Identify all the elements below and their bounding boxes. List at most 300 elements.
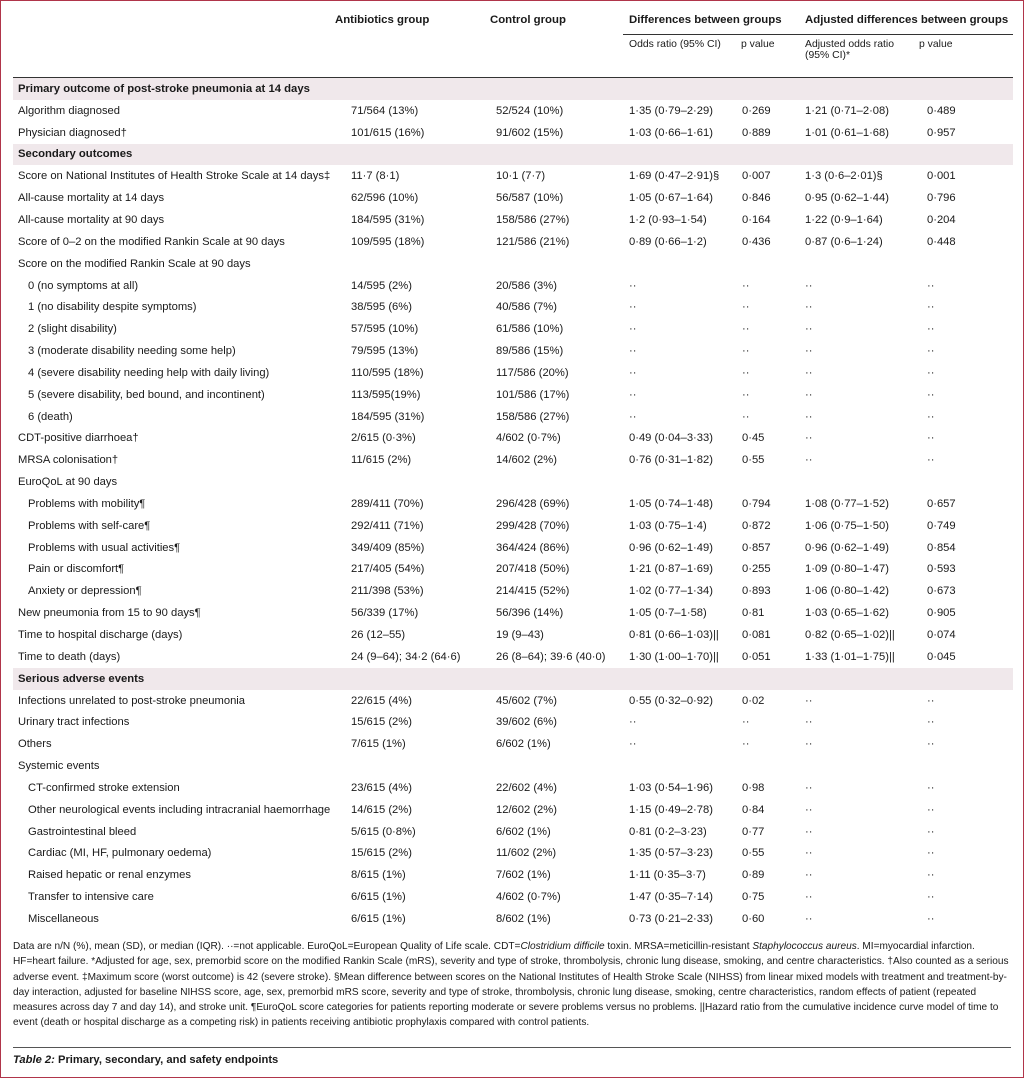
table-row — [13, 755, 1013, 777]
table-row — [13, 165, 1013, 187]
antibiotics-cell — [333, 253, 472, 275]
adjusted-p-value-cell: ·· — [927, 388, 935, 401]
table-footnotes: Data are n/N (%), mean (SD), or median (IQR). ··=not applicable. EuroQoL=European Quality of Life scale. CDT=Clostridium difficile toxin. MRSA=meticillin-resistant Staphylococcus aureus. MI=myocardial infarction. HF=heart failure. *Adjusted for age, sex, premorbid score on the modified Rankin Scale (mRS), severity and type of stroke, thrombolysis, chronic lung disease, smoking, and centre characteristics. †Also counted as a serious adverse event. ‡Maximum score (worst outcome) is 42 (severe stroke). §Mean difference between scores on the National Institutes of Health Stroke Scale (NIHSS) from linear mixed models with treatment and treatment-by-day interaction, adjusted for baseline NIHSS score, age, sex, premorbid mRS score, severity and type of stroke, thrombolysis, chronic lung disease, smoking, centre characteristics, random effects of patient (repeated measures across day 7 and day 14), and stroke unit. ¶EuroQoL score categories for patients reporting moderate or severe problems versus no problems. ||Hazard ratio from the cumulative incidence curve model of time to event (death or hospital discharge as a competing risk) in patients receiving antibiotic prophylaxis compared with control patients. — [13, 941, 1009, 1029]
odds-ratio-cell: 0·73 (0·21–2·33) — [629, 912, 713, 925]
row-label: Physician diagnosed† — [18, 126, 127, 139]
adjusted-p-value-cell: ·· — [927, 803, 935, 816]
table-row — [13, 318, 1013, 340]
odds-ratio-cell: 1·05 (0·74–1·48) — [629, 497, 713, 510]
adjusted-odds-ratio-cell: 1·08 (0·77–1·52) — [805, 497, 889, 510]
odds-ratio-cell: 1·35 (0·57–3·23) — [629, 847, 713, 860]
adjusted-odds-ratio-cell: ·· — [805, 781, 813, 794]
antibiotics-cell: 38/595 (6%) — [351, 301, 412, 314]
table-row — [13, 799, 1013, 821]
adjusted-odds-ratio-cell: ·· — [805, 738, 813, 751]
row-label: Algorithm diagnosed — [18, 104, 120, 117]
row-label: All-cause mortality at 90 days — [18, 213, 165, 226]
row-label: Gastrointestinal bleed — [28, 825, 137, 838]
row-label: Anxiety or depression¶ — [28, 585, 142, 598]
control-cell: 10·1 (7·7) — [496, 170, 546, 183]
adjusted-odds-ratio-cell: ·· — [805, 410, 813, 423]
adjusted-p-value-cell: 0·001 — [927, 170, 956, 183]
section-header-adverse — [13, 668, 1013, 690]
adjusted-p-value-cell: ·· — [927, 825, 935, 838]
col-header-control: Control group — [490, 14, 566, 27]
control-cell: 4/602 (0·7%) — [496, 891, 561, 904]
control-cell: 4/602 (0·7%) — [496, 432, 561, 445]
antibiotics-cell: 217/405 (54%) — [351, 563, 425, 576]
row-label: Cardiac (MI, HF, pulmonary oedema) — [28, 847, 212, 860]
adjusted-p-value-cell: ·· — [927, 279, 935, 292]
p-value-cell: 0·81 — [742, 607, 765, 620]
row-label: EuroQoL at 90 days — [18, 476, 118, 489]
p-value-cell: ·· — [742, 716, 750, 729]
caption-text: Primary, secondary, and safety endpoints — [54, 1054, 279, 1066]
odds-ratio-cell: 0·96 (0·62–1·49) — [629, 541, 713, 554]
odds-ratio-cell: ·· — [629, 366, 637, 379]
antibiotics-cell: 6/615 (1%) — [351, 912, 406, 925]
table-row — [13, 340, 1013, 362]
p-value-cell: 0·255 — [742, 563, 771, 576]
odds-ratio-cell: 1·03 (0·66–1·61) — [629, 126, 713, 139]
p-value-cell: 0·051 — [742, 650, 771, 663]
adjusted-p-value-cell: 0·204 — [927, 213, 956, 226]
row-label: Other neurological events including intracranial haemorrhage — [28, 803, 331, 816]
adjusted-p-value-cell: 0·074 — [927, 629, 956, 642]
table-row — [13, 690, 1013, 712]
table-row — [13, 537, 1013, 559]
odds-ratio-cell: 1·05 (0·67–1·64) — [629, 192, 713, 205]
antibiotics-cell: 7/615 (1%) — [351, 738, 406, 751]
table-row — [13, 275, 1013, 297]
adjusted-odds-ratio-cell: 0·82 (0·65–1·02)|| — [805, 629, 895, 642]
antibiotics-cell: 5/615 (0·8%) — [351, 825, 416, 838]
odds-ratio-cell — [623, 755, 741, 777]
table-row — [13, 231, 1013, 253]
adjusted-p-value-cell: 0·657 — [927, 497, 956, 510]
adjusted-p-value-cell: ·· — [927, 366, 935, 379]
odds-ratio-cell: 1·2 (0·93–1·54) — [629, 213, 707, 226]
odds-ratio-cell: 1·11 (0·35–3·7) — [629, 869, 706, 882]
table-row — [13, 362, 1013, 384]
p-value-cell: 0·872 — [742, 519, 771, 532]
col-header-adjusted-differences: Adjusted differences between groups — [801, 6, 1013, 35]
adjusted-odds-ratio-cell: ·· — [805, 847, 813, 860]
table-row — [13, 886, 1013, 908]
odds-ratio-cell: ·· — [629, 716, 637, 729]
adjusted-p-value-cell: ·· — [927, 738, 935, 751]
adjusted-p-value-cell: 0·045 — [927, 650, 956, 663]
adjusted-odds-ratio-cell: 1·09 (0·80–1·47) — [805, 563, 889, 576]
adjusted-odds-ratio-cell: ·· — [805, 345, 813, 358]
adjusted-p-value-cell: ·· — [927, 694, 935, 707]
control-cell — [472, 755, 623, 777]
col-header-odds-ratio: Odds ratio (95% CI) — [623, 35, 741, 78]
control-cell: 158/586 (27%) — [496, 410, 570, 423]
table-row — [13, 406, 1013, 428]
row-label: Score on the modified Rankin Scale at 90 days — [18, 257, 251, 270]
row-label: Problems with mobility¶ — [28, 497, 146, 510]
adjusted-odds-ratio-cell: ·· — [805, 279, 813, 292]
control-cell: 14/602 (2%) — [496, 454, 557, 467]
p-value-cell: 0·436 — [742, 235, 771, 248]
col-header-adjusted-p-value: p value — [919, 35, 1013, 78]
antibiotics-cell: 292/411 (71%) — [351, 519, 424, 532]
antibiotics-cell: 101/615 (16%) — [351, 126, 425, 139]
adjusted-odds-ratio-cell: ·· — [805, 891, 813, 904]
row-label: New pneumonia from 15 to 90 days¶ — [18, 607, 201, 620]
control-cell: 19 (9–43) — [496, 629, 544, 642]
odds-ratio-cell: ·· — [629, 345, 637, 358]
adjusted-odds-ratio-cell: 1·3 (0·6–2·01)§ — [805, 170, 883, 183]
row-label: CT-confirmed stroke extension — [28, 781, 180, 794]
p-value-cell: ·· — [742, 366, 750, 379]
p-value-cell: 0·846 — [742, 192, 771, 205]
table-row — [13, 384, 1013, 406]
p-value-cell: 0·164 — [742, 213, 771, 226]
adjusted-p-value-cell: 0·905 — [927, 607, 956, 620]
adjusted-p-value-cell: ·· — [927, 345, 935, 358]
section-title: Primary outcome of post-stroke pneumonia at 14 days — [13, 78, 1013, 100]
odds-ratio-cell: ·· — [629, 301, 637, 314]
table-row — [13, 733, 1013, 755]
subheader-row — [13, 35, 1013, 78]
row-label: 1 (no disability despite symptoms) — [28, 301, 197, 314]
table-row — [13, 843, 1013, 865]
odds-ratio-cell — [623, 253, 741, 275]
odds-ratio-cell: 1·03 (0·75–1·4) — [629, 519, 707, 532]
caption-label: Table 2: — [13, 1054, 55, 1066]
adjusted-p-value-cell: ·· — [927, 912, 935, 925]
adjusted-odds-ratio-cell: 0·96 (0·62–1·49) — [805, 541, 889, 554]
odds-ratio-cell: 0·55 (0·32–0·92) — [629, 694, 713, 707]
table-row — [13, 559, 1013, 581]
antibiotics-cell: 62/596 (10%) — [351, 192, 419, 205]
p-value-cell: 0·889 — [742, 126, 771, 139]
adjusted-odds-ratio-cell: ·· — [805, 912, 813, 925]
adjusted-p-value-cell: ·· — [927, 301, 935, 314]
row-label: 0 (no symptoms at all) — [28, 279, 139, 292]
table-row — [13, 493, 1013, 515]
p-value-cell: ·· — [742, 410, 750, 423]
antibiotics-cell: 8/615 (1%) — [351, 869, 406, 882]
odds-ratio-cell: 0·81 (0·66–1·03)|| — [629, 629, 719, 642]
row-label: Transfer to intensive care — [28, 891, 154, 904]
odds-ratio-cell: 1·03 (0·54–1·96) — [629, 781, 713, 794]
table-row — [13, 471, 1013, 493]
antibiotics-cell: 26 (12–55) — [351, 629, 406, 642]
row-label: 2 (slight disability) — [28, 323, 117, 336]
adjusted-odds-ratio-cell: 1·21 (0·71–2·08) — [805, 104, 889, 117]
antibiotics-cell: 71/564 (13%) — [351, 104, 419, 117]
control-cell: 117/586 (20%) — [496, 366, 569, 379]
adjusted-odds-ratio-cell: 1·22 (0·9–1·64) — [805, 213, 883, 226]
row-label: Pain or discomfort¶ — [28, 563, 125, 576]
adjusted-p-value-cell — [919, 253, 1013, 275]
table-row — [13, 209, 1013, 231]
p-value-cell: 0·794 — [742, 497, 771, 510]
row-label: Systemic events — [18, 760, 100, 773]
p-value-cell: 0·84 — [742, 803, 765, 816]
row-label: Urinary tract infections — [18, 716, 130, 729]
p-value-cell: ·· — [742, 345, 750, 358]
control-cell: 91/602 (15%) — [496, 126, 564, 139]
adjusted-odds-ratio-cell: ·· — [805, 803, 813, 816]
adjusted-p-value-cell: 0·448 — [927, 235, 956, 248]
p-value-cell: ·· — [742, 279, 750, 292]
p-value-cell — [741, 471, 801, 493]
control-cell: 299/428 (70%) — [496, 519, 570, 532]
adjusted-odds-ratio-cell: 0·87 (0·6–1·24) — [805, 235, 883, 248]
table-caption — [13, 1054, 1011, 1066]
adjusted-odds-ratio-cell: 0·95 (0·62–1·44) — [805, 192, 889, 205]
adjusted-p-value-cell: ·· — [927, 781, 935, 794]
table-row — [13, 187, 1013, 209]
adjusted-p-value-cell: ·· — [927, 891, 935, 904]
control-cell: 45/602 (7%) — [496, 694, 557, 707]
adjusted-p-value-cell: 0·593 — [927, 563, 956, 576]
adjusted-odds-ratio-cell: ·· — [805, 716, 813, 729]
odds-ratio-cell: ·· — [629, 738, 637, 751]
row-label: 5 (severe disability, bed bound, and incontinent) — [28, 388, 265, 401]
adjusted-odds-ratio-cell: 1·03 (0·65–1·62) — [805, 607, 889, 620]
antibiotics-cell: 11·7 (8·1) — [351, 170, 400, 183]
adjusted-odds-ratio-cell: 1·01 (0·61–1·68) — [805, 126, 889, 139]
adjusted-p-value-cell: 0·854 — [927, 541, 956, 554]
table-row — [13, 864, 1013, 886]
control-cell: 207/418 (50%) — [496, 563, 570, 576]
antibiotics-cell: 113/595(19%) — [351, 388, 421, 401]
antibiotics-cell: 15/615 (2%) — [351, 716, 412, 729]
row-label: CDT-positive diarrhoea† — [18, 432, 139, 445]
row-label: Problems with usual activities¶ — [28, 541, 181, 554]
p-value-cell: 0·75 — [742, 891, 765, 904]
row-label: Raised hepatic or renal enzymes — [28, 869, 191, 882]
control-cell: 158/586 (27%) — [496, 213, 570, 226]
control-cell: 364/424 (86%) — [496, 541, 570, 554]
control-cell: 121/586 (21%) — [496, 235, 570, 248]
table-row — [13, 624, 1013, 646]
control-cell: 39/602 (6%) — [496, 716, 557, 729]
control-cell: 7/602 (1%) — [496, 869, 551, 882]
adjusted-p-value-cell: 0·489 — [927, 104, 956, 117]
row-label: Time to hospital discharge (days) — [18, 629, 183, 642]
control-cell: 296/428 (69%) — [496, 497, 570, 510]
p-value-cell — [741, 253, 801, 275]
antibiotics-cell: 6/615 (1%) — [351, 891, 406, 904]
p-value-cell: 0·02 — [742, 694, 765, 707]
antibiotics-cell: 11/615 (2%) — [351, 454, 412, 467]
control-cell: 56/396 (14%) — [496, 607, 564, 620]
row-label: All-cause mortality at 14 days — [18, 192, 165, 205]
row-label: Time to death (days) — [18, 650, 121, 663]
adjusted-odds-ratio-cell: ·· — [805, 694, 813, 707]
odds-ratio-cell: 0·89 (0·66–1·2) — [629, 235, 707, 248]
p-value-cell: 0·007 — [742, 170, 771, 183]
antibiotics-cell: 24 (9–64); 34·2 (64·6) — [351, 650, 461, 663]
antibiotics-cell: 57/595 (10%) — [351, 323, 419, 336]
odds-ratio-cell: 1·30 (1·00–1·70)|| — [629, 650, 719, 663]
p-value-cell: ·· — [742, 388, 750, 401]
table-row — [13, 580, 1013, 602]
odds-ratio-cell: 0·81 (0·2–3·23) — [629, 825, 707, 838]
control-cell: 56/587 (10%) — [496, 192, 564, 205]
col-header-differences: Differences between groups — [623, 6, 801, 35]
adjusted-p-value-cell: ·· — [927, 847, 935, 860]
adjusted-p-value-cell: ·· — [927, 869, 935, 882]
section-header-primary — [13, 78, 1013, 100]
odds-ratio-cell: 1·47 (0·35–7·14) — [629, 891, 713, 904]
odds-ratio-cell: ·· — [629, 279, 637, 292]
antibiotics-cell: 349/409 (85%) — [351, 541, 425, 554]
row-label: Infections unrelated to post-stroke pneumonia — [18, 694, 245, 707]
control-cell: 20/586 (3%) — [496, 279, 557, 292]
adjusted-p-value-cell: 0·796 — [927, 192, 956, 205]
odds-ratio-cell: 1·02 (0·77–1·34) — [629, 585, 713, 598]
row-label: Miscellaneous — [28, 912, 99, 925]
antibiotics-cell: 15/615 (2%) — [351, 847, 412, 860]
table-row — [13, 122, 1013, 144]
antibiotics-cell: 110/595 (18%) — [351, 366, 424, 379]
odds-ratio-cell — [623, 471, 741, 493]
adjusted-p-value-cell: 0·957 — [927, 126, 956, 139]
adjusted-odds-ratio-cell: ·· — [805, 323, 813, 336]
row-label: Score on National Institutes of Health Stroke Scale at 14 days‡ — [18, 170, 331, 183]
p-value-cell: 0·081 — [742, 629, 771, 642]
control-cell: 61/586 (10%) — [496, 323, 564, 336]
table-row — [13, 777, 1013, 799]
control-cell: 89/586 (15%) — [496, 345, 564, 358]
table-row — [13, 711, 1013, 733]
p-value-cell: 0·45 — [742, 432, 765, 445]
p-value-cell: 0·60 — [742, 912, 765, 925]
row-label: Others — [18, 738, 52, 751]
antibiotics-cell: 211/398 (53%) — [351, 585, 424, 598]
table-row — [13, 908, 1013, 930]
control-cell: 12/602 (2%) — [496, 803, 557, 816]
antibiotics-cell: 184/595 (31%) — [351, 213, 425, 226]
antibiotics-cell: 109/595 (18%) — [351, 235, 425, 248]
control-cell: 214/415 (52%) — [496, 585, 570, 598]
row-label: MRSA colonisation† — [18, 454, 119, 467]
odds-ratio-cell: ·· — [629, 388, 637, 401]
odds-ratio-cell: 1·69 (0·47–2·91)§ — [629, 170, 720, 183]
adjusted-p-value-cell: ·· — [927, 454, 935, 467]
antibiotics-cell — [333, 755, 472, 777]
antibiotics-cell: 79/595 (13%) — [351, 345, 419, 358]
adjusted-p-value-cell: ·· — [927, 432, 935, 445]
p-value-cell: 0·77 — [742, 825, 765, 838]
adjusted-odds-ratio-cell: ·· — [805, 301, 813, 314]
odds-ratio-cell: 1·05 (0·7–1·58) — [629, 607, 707, 620]
table-row — [13, 296, 1013, 318]
control-cell: 40/586 (7%) — [496, 301, 557, 314]
odds-ratio-cell: ·· — [629, 323, 637, 336]
antibiotics-cell — [333, 471, 472, 493]
antibiotics-cell: 23/615 (4%) — [351, 781, 412, 794]
col-header-antibiotics: Antibiotics group — [335, 14, 430, 27]
table-row — [13, 602, 1013, 624]
adjusted-p-value-cell — [919, 755, 1013, 777]
p-value-cell — [741, 755, 801, 777]
control-cell: 6/602 (1%) — [496, 738, 551, 751]
row-label: 6 (death) — [28, 410, 73, 423]
row-label: Score of 0–2 on the modified Rankin Scale at 90 days — [18, 235, 285, 248]
odds-ratio-cell: 1·35 (0·79–2·29) — [629, 104, 713, 117]
antibiotics-cell: 56/339 (17%) — [351, 607, 419, 620]
adjusted-odds-ratio-cell: 1·33 (1·01–1·75)|| — [805, 650, 895, 663]
table-row — [13, 449, 1013, 471]
adjusted-odds-ratio-cell: ·· — [805, 388, 813, 401]
odds-ratio-cell: ·· — [629, 410, 637, 423]
p-value-cell: ·· — [742, 323, 750, 336]
caption-divider — [13, 1047, 1011, 1048]
adjusted-odds-ratio-cell: ·· — [805, 869, 813, 882]
antibiotics-cell: 14/595 (2%) — [351, 279, 412, 292]
adjusted-p-value-cell: 0·749 — [927, 519, 956, 532]
odds-ratio-cell: 1·15 (0·49–2·78) — [629, 803, 713, 816]
control-cell: 6/602 (1%) — [496, 825, 551, 838]
control-cell — [472, 471, 623, 493]
adjusted-p-value-cell: 0·673 — [927, 585, 956, 598]
odds-ratio-cell: 0·49 (0·04–3·33) — [629, 432, 713, 445]
control-cell: 26 (8–64); 39·6 (40·0) — [496, 650, 606, 663]
p-value-cell: 0·857 — [742, 541, 771, 554]
control-cell: 101/586 (17%) — [496, 388, 570, 401]
p-value-cell: 0·89 — [742, 869, 765, 882]
col-header-p-value: p value — [741, 35, 801, 78]
control-cell: 22/602 (4%) — [496, 781, 557, 794]
p-value-cell: 0·55 — [742, 847, 765, 860]
p-value-cell: 0·98 — [742, 781, 765, 794]
adjusted-odds-ratio-cell — [801, 253, 919, 275]
antibiotics-cell: 289/411 (70%) — [351, 497, 424, 510]
odds-ratio-cell: 0·76 (0·31–1·82) — [629, 454, 713, 467]
table-row — [13, 100, 1013, 122]
adjusted-odds-ratio-cell: 1·06 (0·80–1·42) — [805, 585, 889, 598]
table-row — [13, 646, 1013, 668]
adjusted-p-value-cell: ·· — [927, 716, 935, 729]
adjusted-p-value-cell: ·· — [927, 323, 935, 336]
adjusted-odds-ratio-cell: 1·06 (0·75–1·50) — [805, 519, 889, 532]
control-cell: 8/602 (1%) — [496, 912, 551, 925]
p-value-cell: 0·55 — [742, 454, 765, 467]
adjusted-odds-ratio-cell: ·· — [805, 366, 813, 379]
control-cell: 11/602 (2%) — [496, 847, 557, 860]
table-row — [13, 821, 1013, 843]
header-blank — [13, 6, 333, 35]
adjusted-odds-ratio-cell: ·· — [805, 454, 813, 467]
p-value-cell: ·· — [742, 301, 750, 314]
control-cell: 52/524 (10%) — [496, 104, 564, 117]
col-header-adjusted-odds-ratio: Adjusted odds ratio (95% CI)* — [801, 35, 919, 78]
section-title: Serious adverse events — [13, 668, 1013, 690]
table-row — [13, 253, 1013, 275]
adjusted-odds-ratio-cell — [801, 471, 919, 493]
antibiotics-cell: 14/615 (2%) — [351, 803, 412, 816]
row-label: Problems with self-care¶ — [28, 519, 151, 532]
adjusted-p-value-cell — [919, 471, 1013, 493]
p-value-cell: 0·893 — [742, 585, 771, 598]
control-cell — [472, 253, 623, 275]
adjusted-odds-ratio-cell — [801, 755, 919, 777]
p-value-cell: 0·269 — [742, 104, 771, 117]
results-table — [13, 6, 1013, 930]
adjusted-odds-ratio-cell: ·· — [805, 825, 813, 838]
table-row — [13, 515, 1013, 537]
section-header-secondary — [13, 144, 1013, 166]
antibiotics-cell: 2/615 (0·3%) — [351, 432, 416, 445]
